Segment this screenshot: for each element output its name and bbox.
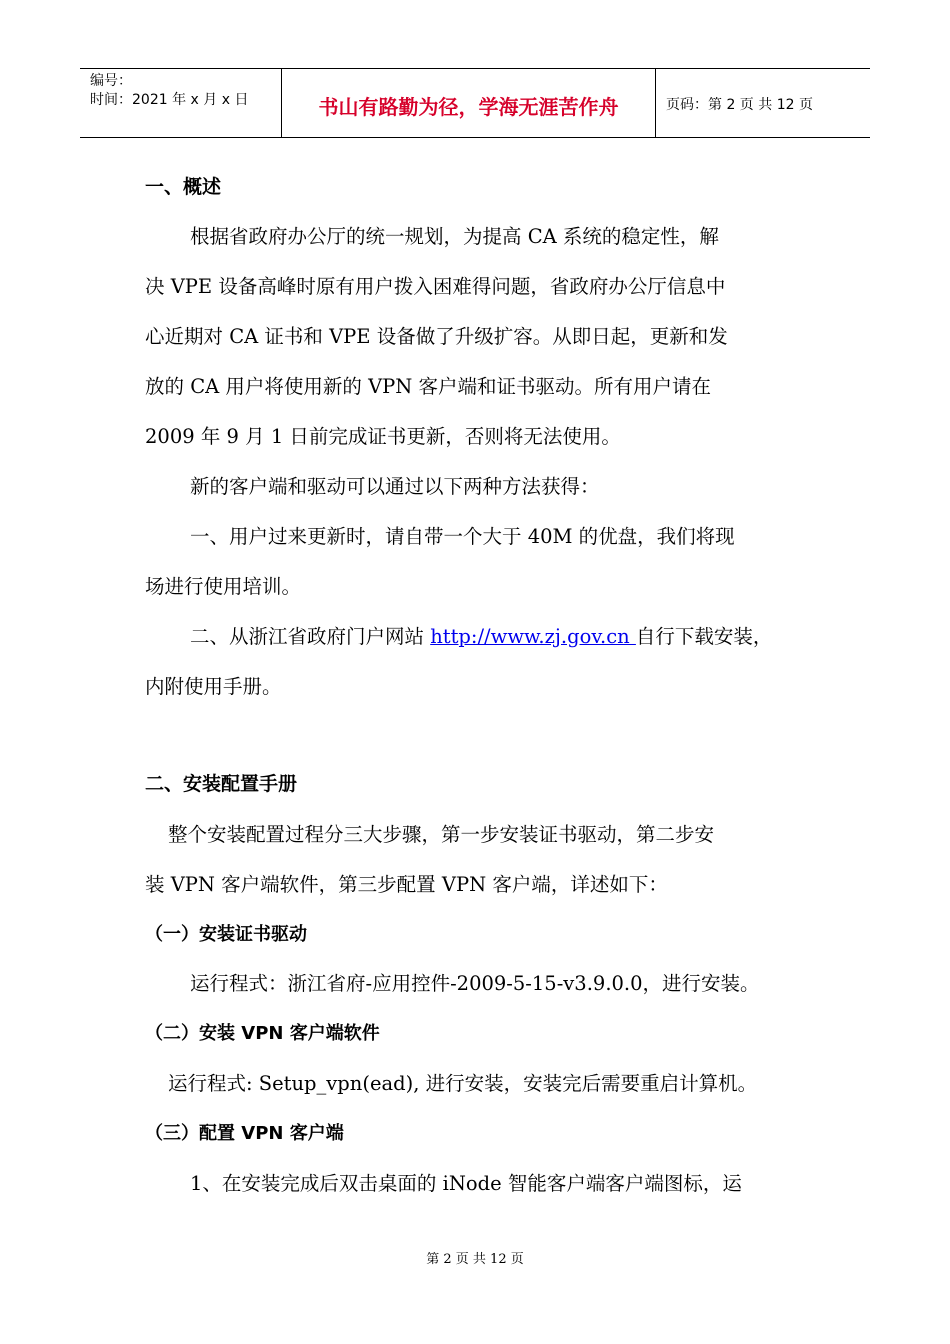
step3-title: （三）配置 VPN 客户端 bbox=[145, 1123, 344, 1144]
section1-p4-prefix: 二、从浙江省政府门户网站 bbox=[190, 625, 431, 648]
header-motto: 书山有路勤为径，学海无涯苦作舟 bbox=[282, 69, 656, 137]
document-time-label: 时间：2021 年 x 月 x 日 bbox=[90, 92, 249, 108]
section1-p2: 新的客户端和驱动可以通过以下两种方法获得： bbox=[190, 475, 600, 498]
section2-intro-line2: 装 VPN 客户端软件，第三步配置 VPN 客户端，详述如下： bbox=[145, 873, 668, 896]
step2-text: 运行程式: Setup_vpn(ead), 进行安装，安装完后需要重启计算机。 bbox=[168, 1072, 758, 1095]
section1-p1-line1: 根据省政府办公厅的统一规划，为提高 CA 系统的稳定性，解 bbox=[190, 225, 719, 248]
section1-p1-line2: 决 VPE 设备高峰时原有用户拨入困难得问题，省政府办公厅信息中 bbox=[145, 275, 726, 298]
section1-p4-line2: 内附使用手册。 bbox=[145, 675, 282, 698]
page-footer: 第 2 页 共 12 页 bbox=[426, 1252, 524, 1267]
step2-title: （二）安装 VPN 客户端软件 bbox=[145, 1023, 380, 1044]
section1-p4-line1 bbox=[190, 621, 772, 649]
section1-p4-suffix: 自行下载安装， bbox=[635, 625, 773, 648]
section1-p1-line5: 2009 年 9 月 1 日前完成证书更新，否则将无法使用。 bbox=[145, 425, 621, 448]
zj-gov-link[interactable]: http://www.zj.gov.cn bbox=[430, 625, 636, 648]
step1-text: 运行程式：浙江省府-应用控件-2009-5-15-v3.9.0.0，进行安装。 bbox=[190, 972, 760, 995]
header-meta-cell bbox=[80, 69, 282, 137]
section2-intro-line1: 整个安装配置过程分三大步骤，第一步安装证书驱动，第二步安 bbox=[168, 823, 715, 846]
section2-title: 二、安装配置手册 bbox=[145, 773, 298, 795]
page-header bbox=[80, 68, 870, 138]
document-number-label: 编号： bbox=[90, 73, 132, 89]
header-page-info: 页码：第 2 页 共 12 页 bbox=[666, 97, 813, 113]
section1-p1-line3: 心近期对 CA 证书和 VPE 设备做了升级扩容。从即日起，更新和发 bbox=[145, 325, 728, 348]
section1-title: 一、概述 bbox=[145, 176, 222, 198]
section1-p3-line2: 场进行使用培训。 bbox=[145, 575, 302, 598]
section1-p1-line4: 放的 CA 用户将使用新的 VPN 客户端和证书驱动。所有用户请在 bbox=[145, 375, 712, 398]
step1-title: （一）安装证书驱动 bbox=[145, 924, 307, 945]
step3-text: 1、在安装完成后双击桌面的 iNode 智能客户端客户端图标，运 bbox=[190, 1172, 742, 1195]
section1-p3-line1: 一、用户过来更新时，请自带一个大于 40M 的优盘，我们将现 bbox=[190, 525, 735, 548]
